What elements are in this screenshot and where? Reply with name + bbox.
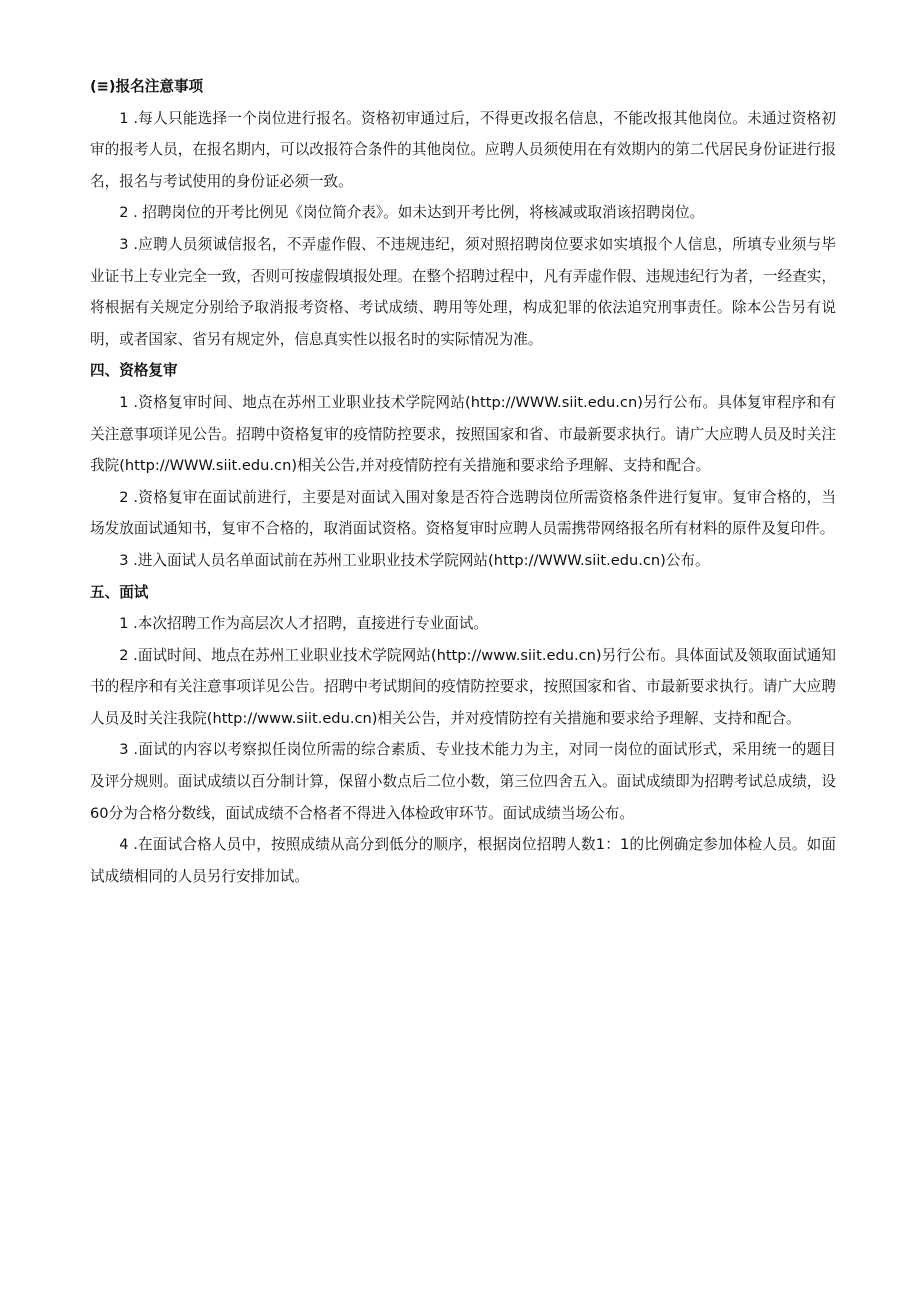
paragraph-registration-1: 1 .每人只能选择一个岗位进行报名。资格初审通过后，不得更改报名信息，不能改报其他岗位。未通过资格初审的报考人员，在报名期内，可以改报符合条件的其他岗位。应聘人员须使用在有效期内的第二代居民身份证进行报名，报名与考试使用的身份证必须一致。 [90,109,836,190]
paragraph-review-1: 1 .资格复审时间、地点在苏州工业职业技术学院网站(http://WWW.siit.edu.cn)另行公布。具体复审程序和有关注意事项详见公告。招聘中资格复审的疫情防控要求，按照国家和省、市最新要求执行。请广大应聘人员及时关注我院(http://WWW.siit.edu.cn)相关公告,并对疫情防控有关措施和要求给予理解、支持和配合。 [90,393,836,475]
paragraph-interview-1: 1 .本次招聘工作为高层次人才招聘，直接进行专业面试。 [119,615,489,633]
section-heading-interview: 五、面试 [90,583,149,601]
section-heading-qualification-review: 四、资格复审 [90,362,178,380]
document-page [90,71,836,892]
paragraph-interview-2: 2 .面试时间、地点在苏州工业职业技术学院网站(http://www.siit.edu.cn)另行公布。具体面试及领取面试通知书的程序和有关注意事项详见公告。招聘中考试期间的疫情防控要求，按照国家和省、市最新要求执行。请广大应聘人员及时关注我院(http://www.siit.edu.cn)相关公告，并对疫情防控有关措施和要求给予理解、支持和配合。 [90,646,836,727]
paragraph-review-3: 3 .进入面试人员名单面试前在苏州工业职业技术学院网站(http://WWW.siit.edu.cn)公布。 [119,551,710,569]
paragraph-interview-4: 4 .在面试合格人员中，按照成绩从高分到低分的顺序，根据岗位招聘人数1：1的比例确定参加体检人员。如面试成绩相同的人员另行安排加试。 [90,836,836,885]
paragraph-registration-2: 2 . 招聘岗位的开考比例见《岗位简介表》。如未达到开考比例，将核减或取消该招聘岗位。 [119,204,705,222]
paragraph-review-2: 2 .资格复审在面试前进行，主要是对面试入围对象是否符合选聘岗位所需资格条件进行复审。复审合格的，当场发放面试通知书，复审不合格的，取消面试资格。资格复审时应聘人员需携带网络报名所有材料的原件及复印件。 [90,488,836,538]
paragraph-interview-3: 3 .面试的内容以考察拟任岗位所需的综合素质、专业技术能力为主，对同一岗位的面试形式，采用统一的题目及评分规则。面试成绩以百分制计算，保留小数点后二位小数，第三位四舍五入。面试成绩即为招聘考试总成绩，设60分为合格分数线，面试成绩不合格者不得进入体检政审环节。面试成绩当场公布。 [90,741,836,822]
paragraph-registration-3: 3 .应聘人员须诚信报名，不弄虚作假、不违规违纪，须对照招聘岗位要求如实填报个人信息，所填专业须与毕业证书上专业完全一致，否则可按虚假填报处理。在整个招聘过程中，凡有弄虚作假、违规违纪行为者，一经查实，将根据有关规定分别给予取消报考资格、考试成绩、聘用等处理，构成犯罪的依法追究刑事责任。除本公告另有说明，或者国家、省另有规定外，信息真实性以报名时的实际情况为准。 [90,235,836,348]
section-heading-registration-notes: (≡)报名注意事项 [90,78,204,95]
